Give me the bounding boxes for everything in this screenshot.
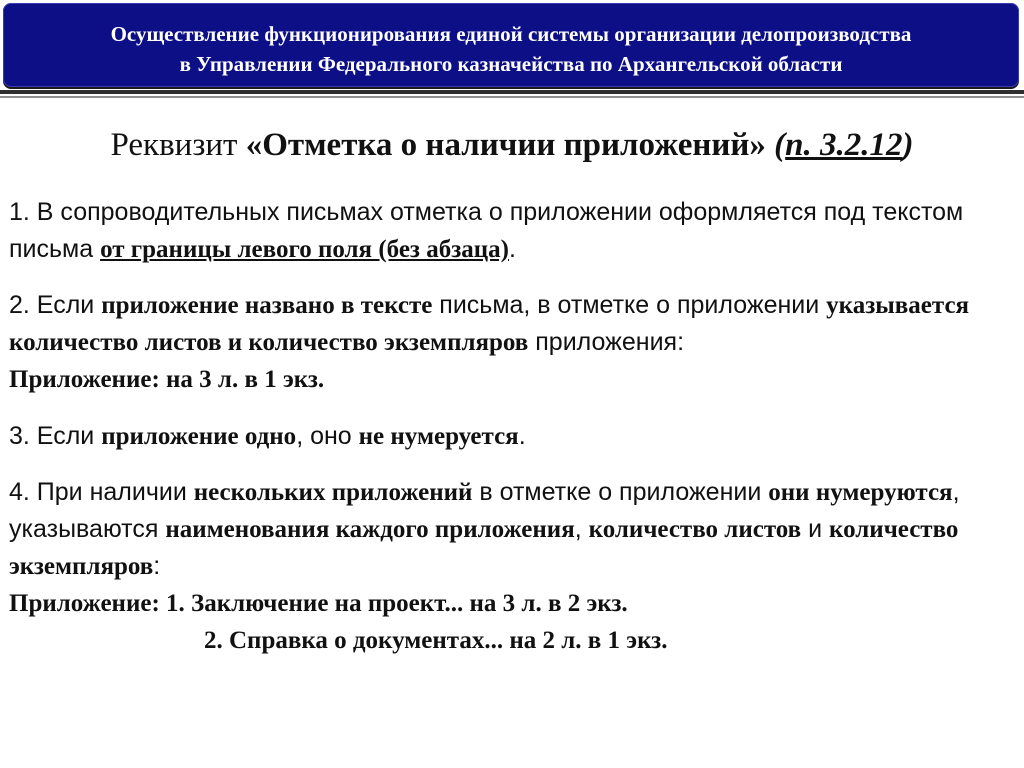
example-multiple-attachments — [9, 585, 1009, 659]
requisite-paren-close: ) — [902, 127, 914, 163]
p4-emphasis-2: они нумеруются — [768, 479, 953, 506]
requisite-reference: п. 3.2.12 — [785, 127, 903, 163]
p4-text-6: : — [153, 552, 161, 580]
slide-title-line-1: Осуществление функционирования единой системы организации делопроизводства — [110, 22, 912, 46]
slide-header — [3, 3, 1019, 87]
p2-emphasis-1: приложение названо в тексте — [101, 292, 433, 319]
example-multiple-line-1: Приложение: 1. Заключение на проект... на 3 л. в 2 экз. — [9, 590, 628, 617]
paragraph-3 — [9, 418, 1009, 455]
slide-content — [9, 194, 1009, 659]
header-divider — [0, 90, 1024, 94]
p1-text: 1. В сопроводительных письмах отметка о приложении оформляется под текстом письма — [9, 198, 964, 263]
example-multiple-line-2: 2. Справка о документах... на 2 л. в 1 экз. — [204, 627, 668, 654]
p4-text-1: 4. При наличии — [9, 478, 194, 506]
p4-emphasis-3: наименования каждого приложения — [165, 516, 575, 543]
p3-text-1: 3. Если — [9, 422, 102, 450]
slide-title — [3, 19, 1019, 79]
p3-emphasis-1: приложение одно — [101, 423, 297, 450]
p2-text-2: письма, в отметке о приложении — [432, 291, 827, 319]
p2-emphasis-2: указывается количество листов и количество экземпляров — [9, 292, 970, 356]
requisite-heading — [0, 124, 1024, 166]
p4-emphasis-4: количество листов — [588, 516, 802, 543]
requisite-name: «Отметка о наличии приложений» — [245, 127, 766, 163]
p4-text-2: в отметке о приложении — [472, 478, 769, 506]
p2-text-3: приложения: — [528, 328, 685, 356]
paragraph-1 — [9, 194, 1009, 268]
p1-emphasis: от границы левого поля (без абзаца) — [100, 236, 509, 263]
paragraph-2 — [9, 287, 1009, 361]
p2-text-1: 2. Если — [9, 291, 102, 319]
p3-end: . — [518, 422, 526, 450]
p1-end: . — [509, 235, 516, 263]
p4-emphasis-1: нескольких приложений — [193, 479, 473, 506]
p4-emphasis-5: количество экземпляров — [9, 516, 959, 580]
p4-text-3: , указываются — [9, 478, 960, 543]
requisite-prefix: Реквизит — [110, 127, 246, 163]
p3-emphasis-2: не нумеруется — [358, 423, 519, 450]
example-single-attachment: Приложение: на 3 л. в 1 экз. — [9, 366, 325, 393]
requisite-paren-open: ( — [765, 127, 786, 163]
header-divider-thin — [0, 96, 1024, 98]
p3-text-2: , оно — [296, 422, 359, 450]
paragraph-4 — [9, 474, 1009, 585]
slide-title-line-2: в Управлении Федерального казначейства по Архангельской области — [179, 52, 843, 76]
p4-text-4: , — [574, 515, 589, 543]
p4-text-5: и — [801, 515, 830, 543]
